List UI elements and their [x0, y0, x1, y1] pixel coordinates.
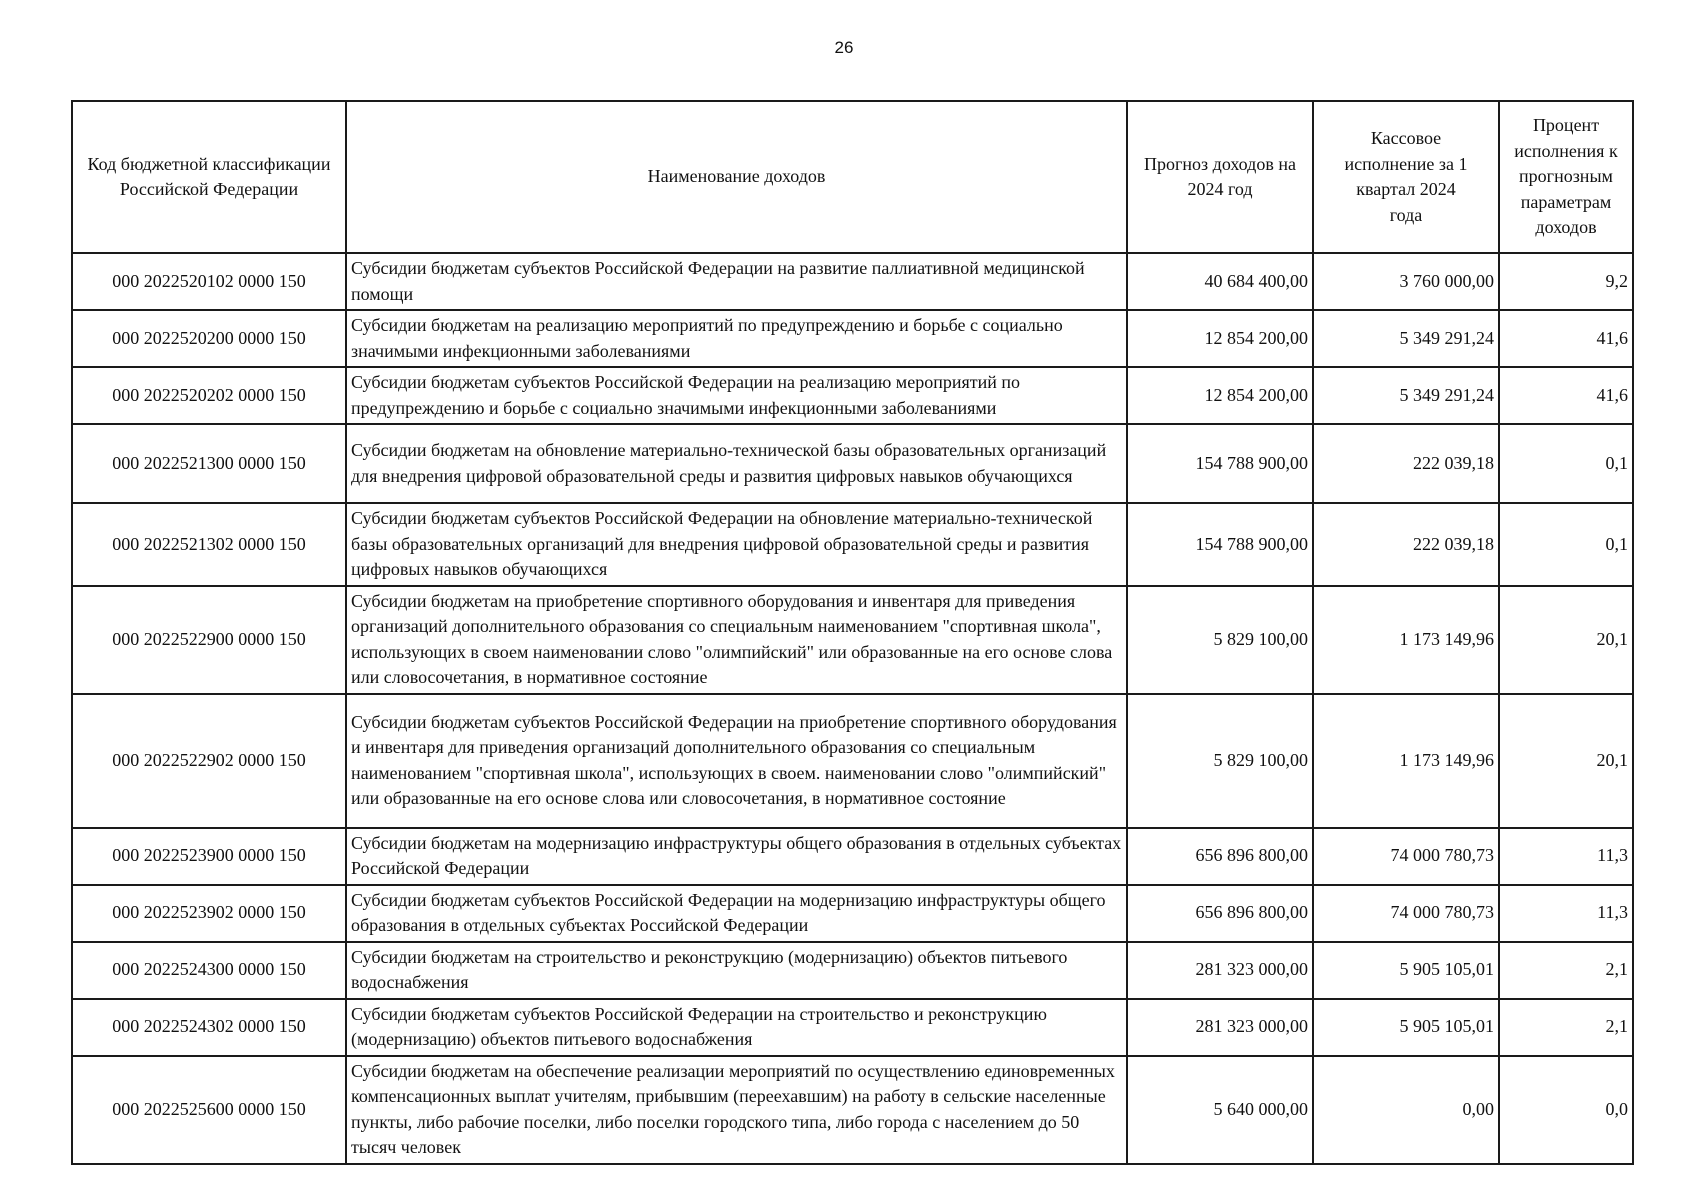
header-percent: Процент исполнения к прогнозным параметрам доходов	[1499, 101, 1633, 253]
row-code: 000 2022520202 0000 150	[72, 367, 346, 424]
row-forecast: 281 323 000,00	[1127, 942, 1313, 999]
row-name: Субсидии бюджетам субъектов Российской Федерации на модернизацию инфраструктуры общего образования в отдельных субъектах Российской Федерации	[346, 885, 1127, 942]
table-row	[72, 828, 1633, 885]
row-forecast: 154 788 900,00	[1127, 503, 1313, 586]
header-forecast: Прогноз доходов на 2024 год	[1127, 101, 1313, 253]
row-forecast: 154 788 900,00	[1127, 424, 1313, 503]
row-percent: 20,1	[1499, 694, 1633, 828]
table-row	[72, 310, 1633, 367]
header-name: Наименование доходов	[346, 101, 1127, 253]
row-code: 000 2022522902 0000 150	[72, 694, 346, 828]
table-row	[72, 424, 1633, 503]
row-executed: 74 000 780,73	[1313, 885, 1499, 942]
table-row	[72, 1056, 1633, 1164]
table-row	[72, 367, 1633, 424]
row-forecast: 5 829 100,00	[1127, 586, 1313, 694]
row-code: 000 2022521300 0000 150	[72, 424, 346, 503]
row-executed: 222 039,18	[1313, 424, 1499, 503]
row-name: Субсидии бюджетам на реализацию мероприятий по предупреждению и борьбе с социально значимыми инфекционными заболеваниями	[346, 310, 1127, 367]
row-forecast: 12 854 200,00	[1127, 367, 1313, 424]
row-name: Субсидии бюджетам субъектов Российской Федерации на приобретение спортивного оборудования и инвентаря для приведения организаций дополнительного образования со специальным наименованием "спортивная школа", использующих в своем. наименовании слово "олимпийский" или образованные на его основе слова или словосочетания, в нормативное состояние	[346, 694, 1127, 828]
row-name: Субсидии бюджетам на строительство и реконструкцию (модернизацию) объектов питьевого водоснабжения	[346, 942, 1127, 999]
row-executed: 5 905 105,01	[1313, 942, 1499, 999]
row-percent: 0,0	[1499, 1056, 1633, 1164]
row-percent: 41,6	[1499, 367, 1633, 424]
row-percent: 9,2	[1499, 253, 1633, 310]
row-code: 000 2022523902 0000 150	[72, 885, 346, 942]
row-forecast: 656 896 800,00	[1127, 828, 1313, 885]
table-row	[72, 694, 1633, 828]
row-code: 000 2022525600 0000 150	[72, 1056, 346, 1164]
table-row	[72, 885, 1633, 942]
row-forecast: 281 323 000,00	[1127, 999, 1313, 1056]
row-code: 000 2022523900 0000 150	[72, 828, 346, 885]
row-percent: 2,1	[1499, 942, 1633, 999]
row-percent: 20,1	[1499, 586, 1633, 694]
header-row	[72, 101, 1633, 253]
row-code: 000 2022524300 0000 150	[72, 942, 346, 999]
row-executed: 3 760 000,00	[1313, 253, 1499, 310]
row-percent: 2,1	[1499, 999, 1633, 1056]
row-executed: 1 173 149,96	[1313, 586, 1499, 694]
row-name: Субсидии бюджетам на обеспечение реализации мероприятий по осуществлению единовременных компенсационных выплат учителям, прибывшим (переехавшим) на работу в сельские населенные пункты, либо рабочие поселки, либо поселки городского типа, либо города с населением до 50 тысяч человек	[346, 1056, 1127, 1164]
row-name: Субсидии бюджетам на модернизацию инфраструктуры общего образования в отдельных субъектах Российской Федерации	[346, 828, 1127, 885]
row-executed: 5 349 291,24	[1313, 367, 1499, 424]
row-name: Субсидии бюджетам на обновление материально-технической базы образовательных организаций для внедрения цифровой образовательной среды и развития цифровых навыков обучающихся	[346, 424, 1127, 503]
row-forecast: 40 684 400,00	[1127, 253, 1313, 310]
row-executed: 5 905 105,01	[1313, 999, 1499, 1056]
row-forecast: 656 896 800,00	[1127, 885, 1313, 942]
row-executed: 0,00	[1313, 1056, 1499, 1164]
row-forecast: 5 640 000,00	[1127, 1056, 1313, 1164]
table-row	[72, 503, 1633, 586]
row-name: Субсидии бюджетам на приобретение спортивного оборудования и инвентаря для приведения организаций дополнительного образования со специальным наименованием "спортивная школа", использующих в своем наименовании слово "олимпийский" или образованные на его основе слова или словосочетания, в нормативное состояние	[346, 586, 1127, 694]
row-code: 000 2022521302 0000 150	[72, 503, 346, 586]
row-percent: 0,1	[1499, 424, 1633, 503]
row-percent: 0,1	[1499, 503, 1633, 586]
header-code: Код бюджетной классификации Российской Федерации	[72, 101, 346, 253]
row-code: 000 2022522900 0000 150	[72, 586, 346, 694]
row-executed: 222 039,18	[1313, 503, 1499, 586]
row-code: 000 2022520200 0000 150	[72, 310, 346, 367]
row-forecast: 12 854 200,00	[1127, 310, 1313, 367]
header-executed: Кассовое исполнение за 1 квартал 2024 года	[1313, 101, 1499, 253]
row-executed: 5 349 291,24	[1313, 310, 1499, 367]
table-row	[72, 942, 1633, 999]
row-forecast: 5 829 100,00	[1127, 694, 1313, 828]
row-executed: 1 173 149,96	[1313, 694, 1499, 828]
table-row	[72, 999, 1633, 1056]
row-name: Субсидии бюджетам субъектов Российской Федерации на строительство и реконструкцию (модернизацию) объектов питьевого водоснабжения	[346, 999, 1127, 1056]
revenue-table	[71, 100, 1634, 1165]
row-executed: 74 000 780,73	[1313, 828, 1499, 885]
page-number: 26	[834, 38, 854, 57]
table-row	[72, 253, 1633, 310]
row-percent: 11,3	[1499, 885, 1633, 942]
row-percent: 11,3	[1499, 828, 1633, 885]
row-name: Субсидии бюджетам субъектов Российской Федерации на развитие паллиативной медицинской помощи	[346, 253, 1127, 310]
table-row	[72, 586, 1633, 694]
row-name: Субсидии бюджетам субъектов Российской Федерации на обновление материально-технической базы образовательных организаций для внедрения цифровой образовательной среды и развития цифровых навыков обучающихся	[346, 503, 1127, 586]
row-code: 000 2022524302 0000 150	[72, 999, 346, 1056]
row-percent: 41,6	[1499, 310, 1633, 367]
row-code: 000 2022520102 0000 150	[72, 253, 346, 310]
row-name: Субсидии бюджетам субъектов Российской Федерации на реализацию мероприятий по предупреждению и борьбе с социально значимыми инфекционными заболеваниями	[346, 367, 1127, 424]
